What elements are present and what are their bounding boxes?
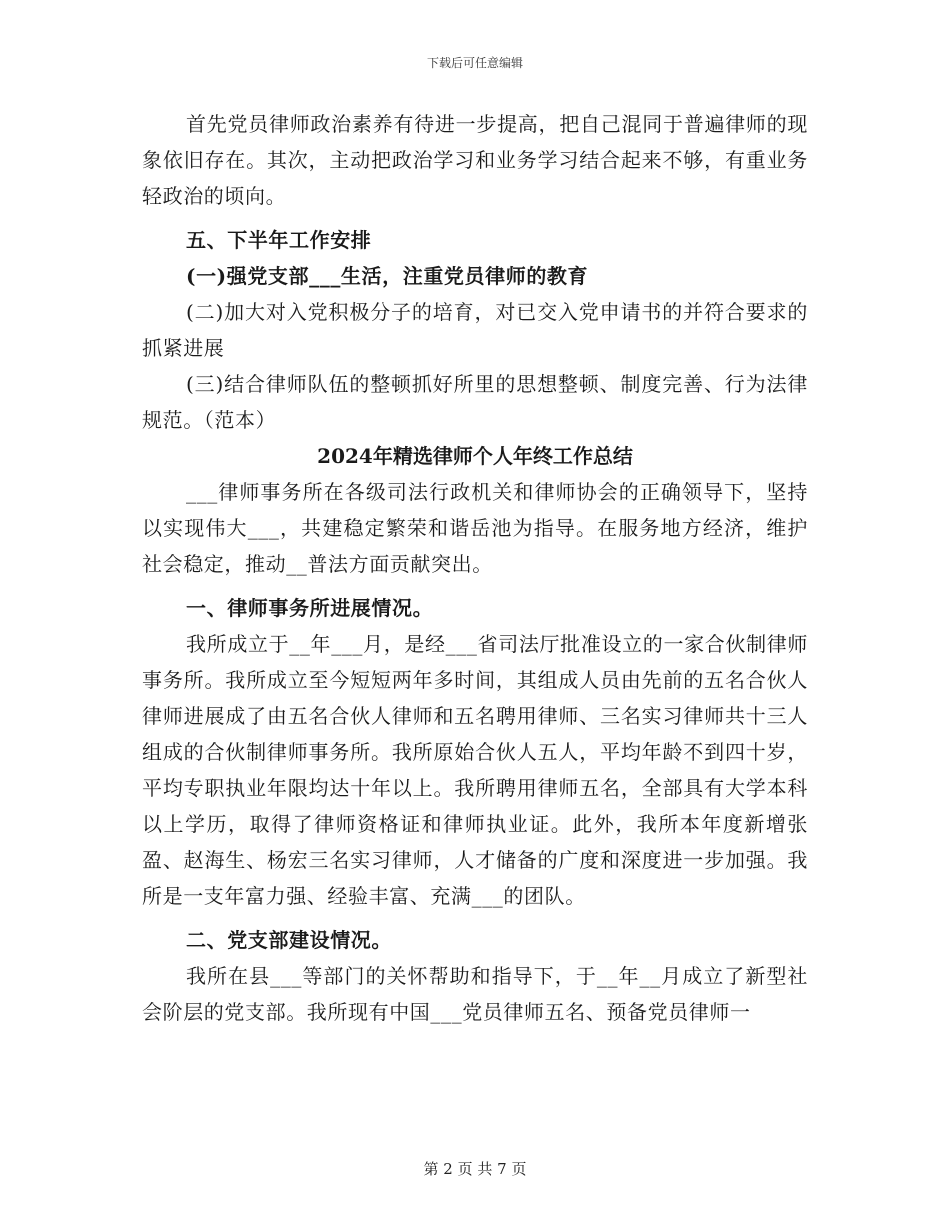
document-body	[142, 106, 808, 1030]
paragraph: 我所在县___等部门的关怀帮助和指导下，于__年__月成立了新型社会阶层的党支部。我所现有中国___党员律师五名、预备党员律师一	[142, 964, 808, 1024]
page-header: 下载后可任意编辑	[426, 56, 523, 70]
document-title: 2024年精选律师个人年终工作总结	[317, 444, 633, 468]
paragraph: (二)加大对入党积极分子的培育，对已交入党申请书的并符合要求的抓紧进展	[142, 300, 808, 360]
section-heading: 二、党支部建设情况。	[186, 928, 392, 952]
paragraph: ___律师事务所在各级司法行政机关和律师协会的正确领导下，坚持以实现伟大___，共建稳定繁荣和谐岳池为指导。在服务地方经济，维护社会稳定，推动__普法方面贡献突出。	[142, 480, 808, 576]
section-heading: 五、下半年工作安排	[186, 228, 372, 252]
paragraph: 我所成立于__年___月，是经___省司法厅批准设立的一家合伙制律师事务所。我所成立至今短短两年多时间，其组成人员由先前的五名合伙人律师进展成了由五名合伙人律师和五名聘用律师、三名实习律师共十三人组成的合伙制律师事务所。我所原始合伙人五人，平均年龄不到四十岁，平均专职执业年限均达十年以上。我所聘用律师五名，全部具有大学本科以上学历，取得了律师资格证和律师执业证。此外，我所本年度新增张盈、赵海生、杨宏三名实习律师，人才储备的广度和深度进一步加强。我所是一支年富力强、经验丰富、充满___的团队。	[142, 632, 808, 908]
paragraph: 首先党员律师政治素养有待进一步提高，把自己混同于普遍律师的现象依旧存在。其次，主动把政治学习和业务学习结合起来不够，有重业务轻政治的顷向。	[142, 112, 808, 208]
subsection-heading: (一)强党支部___生活，注重党员律师的教育	[186, 264, 589, 288]
paragraph: (三)结合律师队伍的整顿抓好所里的思想整顿、制度完善、行为法律规范。（范本）	[142, 372, 808, 432]
section-heading: 一、律师事务所进展情况。	[186, 596, 434, 620]
page-number: 第 2 页 共 7 页	[423, 1160, 527, 1178]
